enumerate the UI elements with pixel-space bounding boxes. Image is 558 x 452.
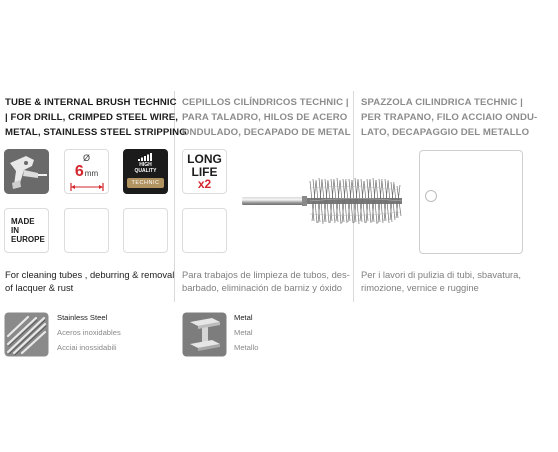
high-quality-icon: [123, 149, 168, 194]
description-italian-line-2: rimozione, vernice e ruggine: [361, 282, 479, 293]
steel-beam-graphic: [182, 312, 227, 357]
diameter-symbol: Ø: [82, 153, 90, 163]
material-metal-es: Metal: [234, 328, 253, 337]
material-stainless-en: Stainless Steel: [57, 313, 108, 322]
material-stainless-it: Acciai inossidabili: [57, 343, 117, 352]
description-english-line-1: For cleaning tubes , deburring & removal: [5, 269, 175, 280]
made-line-1: MADE: [11, 217, 35, 226]
product-detail-panel: [419, 150, 523, 254]
diameter-unit: mm: [84, 169, 99, 178]
header-english-line-2: | FOR DRILL, CRIMPED STEEL WIRE,: [5, 112, 179, 123]
made-line-2: IN: [11, 226, 19, 235]
material-metal-it: Metallo: [234, 343, 259, 352]
material-metal-en: Metal: [234, 313, 253, 322]
made-in-europe-icon: [4, 208, 49, 253]
drill-icon: [4, 149, 49, 194]
description-italian-line-1: Per i lavori di pulizia di tubi, sbavatura,: [361, 269, 521, 280]
header-italian-line-3: LATO, DECAPAGGIO DEL METALLO: [361, 127, 530, 138]
steel-beam-icon: [182, 312, 227, 357]
diameter-icon: [64, 149, 109, 194]
quality-line-1: HIGH: [139, 162, 152, 168]
header-spanish-line-3: ONDULADO, DECAPADO DE METAL: [182, 127, 351, 138]
header-english-line-1: TUBE & INTERNAL BRUSH TECHNIC: [5, 97, 177, 108]
header-spanish-line-1: CEPILLOS CILÍNDRICOS TECHNIC |: [182, 97, 349, 108]
quality-brand-badge: [127, 178, 164, 188]
steel-rods-graphic: [4, 312, 49, 357]
header-spanish: [182, 95, 351, 140]
long-life-icon: [182, 149, 227, 194]
header-english-line-3: METAL, STAINLESS STEEL STRIPPING: [5, 127, 187, 138]
header-spanish-line-2: PARA TALADRO, HILOS DE ACERO: [182, 112, 348, 123]
circle-marker-icon: [424, 189, 438, 203]
wire-brush-image: [240, 176, 410, 226]
material-stainless-es: Aceros inoxidables: [57, 328, 121, 337]
diameter-readout: [65, 163, 108, 181]
empty-icon-slot-3: [182, 208, 227, 253]
longlife-line-2: LIFE: [191, 165, 218, 179]
drill-icon-graphic: [4, 149, 49, 194]
description-italian: [361, 268, 521, 294]
longlife-line-1: LONG: [187, 152, 222, 166]
empty-icon-slot-2: [123, 208, 168, 253]
description-spanish: [182, 268, 350, 294]
steel-rods-icon: [4, 312, 49, 357]
diameter-value: 6: [74, 163, 84, 180]
header-italian-line-1: SPAZZOLA CILINDRICA TECHNIC |: [361, 97, 523, 108]
description-english: [5, 268, 174, 294]
header-italian-line-2: PER TRAPANO, FILO ACCIAIO ONDU-: [361, 112, 538, 123]
longlife-multiplier: x2: [197, 177, 212, 191]
made-line-3: EUROPE: [11, 235, 45, 244]
quality-line-2: QUALITY: [134, 168, 157, 174]
description-spanish-line-1: Para trabajos de limpieza de tubos, des-: [182, 269, 350, 280]
empty-icon-slot-1: [64, 208, 109, 253]
quality-brand: TECHNIC: [131, 180, 160, 186]
description-english-line-2: of lacquer & rust: [5, 282, 74, 293]
header-english: [5, 95, 187, 140]
header-italian: [361, 95, 537, 140]
quality-bars-icon: [138, 153, 154, 161]
diameter-arrows-icon: [67, 182, 107, 192]
description-spanish-line-2: barbado, eliminación de barniz y óxido: [182, 282, 342, 293]
